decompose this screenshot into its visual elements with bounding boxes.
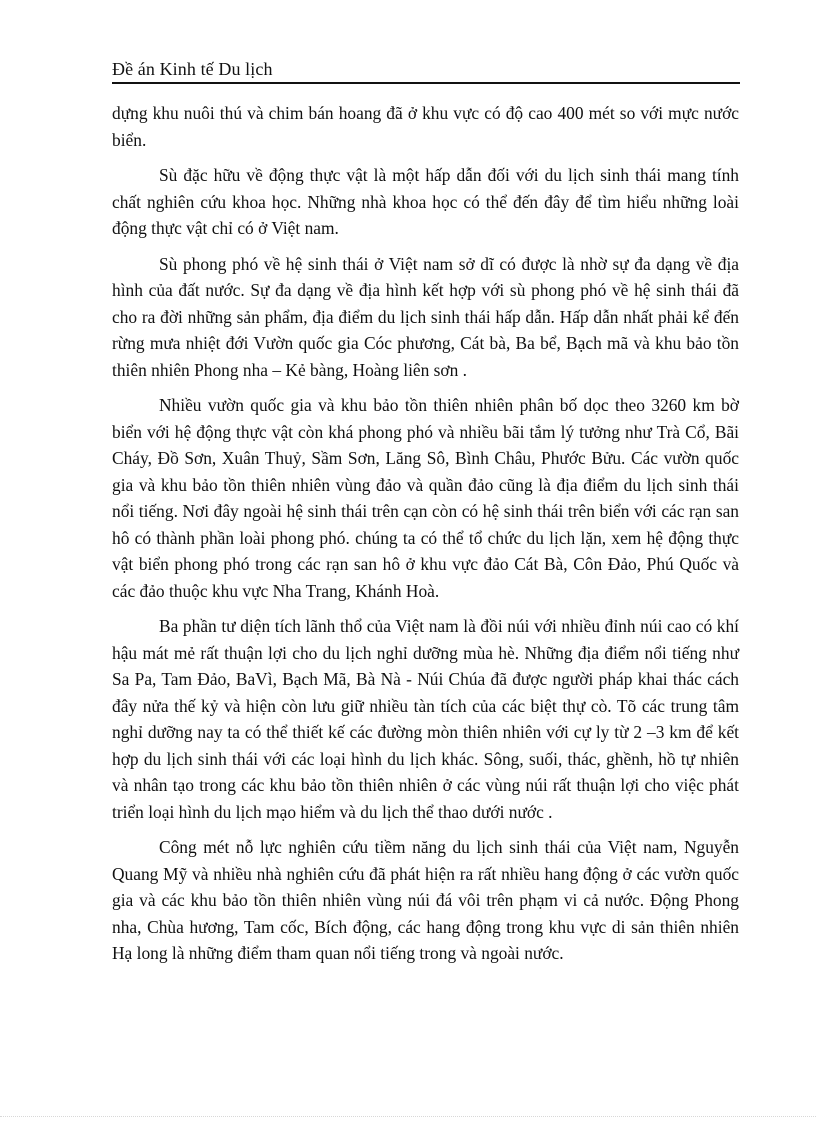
paragraph-continuation: dựng khu nuôi thú và chim bán hoang đã ở khu vực có độ cao 400 mét so với mực nước biển. <box>112 103 739 150</box>
header-title: Đề án Kinh tế Du lịch <box>112 59 273 79</box>
paragraph-caves: Công mét nỗ lực nghiên cứu tiềm năng du lịch sinh thái của Việt nam, Nguyễn Quang Mỹ và nhiều nhà nghiên cứu đã phát hiện ra rất nhiều hang động ở các vườn quốc gia và các khu bảo tồn thiên nhiên vùng núi đá vôi trên phạm vi cả nước. Động Phong nha, Chùa hương, Tam cốc, Bích động, các hang động trong khu vực di sản thiên nhiên Hạ long là những điểm tham quan nổi tiếng trong và ngoài nước. <box>112 837 739 963</box>
paragraph-endemism: Sù đặc hữu về động thực vật là một hấp dẫn đối với du lịch sinh thái mang tính chất nghiên cứu khoa học. Những nhà khoa học có thể đến đây để tìm hiểu những loài động thực vật chỉ có ở Việt nam. <box>112 165 739 238</box>
document-body <box>112 100 739 976</box>
paragraph-coastal-parks: Nhiều vườn quốc gia và khu bảo tồn thiên nhiên phân bố dọc theo 3260 km bờ biển với hệ động thực vật còn khá phong phó và nhiều bãi tắm lý tưởng như Trà Cổ, Bãi Cháy, Đồ Sơn, Xuân Thuỷ, Sầm Sơn, Lăng Sô, Bình Châu, Phước Bửu. Các vườn quốc gia và khu bảo tồn thiên nhiên vùng đảo và quần đảo cũng là địa điểm du lịch sinh thái nổi tiếng. Nơi đây ngoài hệ sinh thái trên cạn còn có hệ sinh thái trên biển với các rạn san hô có thành phần loài phong phó. chúng ta có thể tổ chức du lịch lặn, xem hệ động thực vật biển phong phó trong các rạn san hô ở khu vực đảo Cát Bà, Côn Đảo, Phú Quốc và các đảo thuộc khu vực Nha Trang, Khánh Hoà. <box>112 395 739 601</box>
paragraph-ecosystem-diversity: Sù phong phó về hệ sinh thái ở Việt nam sở dĩ có được là nhờ sự đa dạng về địa hình của đất nước. Sự đa dạng về địa hình kết hợp với sù phong phó về hệ sinh thái đã cho ra đời những sản phẩm, địa điểm du lịch sinh thái hấp dẫn. Hấp dẫn nhất phải kể đến rừng mưa nhiệt đới Vườn quốc gia Cóc phương, Cát bà, Ba bể, Bạch mã và khu bảo tồn thiên nhiên Phong nha – Kẻ bàng, Hoàng liên sơn . <box>112 253 739 380</box>
page-header <box>112 56 740 84</box>
paragraph-mountain-resorts: Ba phần tư diện tích lãnh thổ của Việt nam là đồi núi với nhiều đỉnh núi cao có khí hậu mát mẻ rất thuận lợi cho du lịch nghỉ dưỡng mùa hè. Những địa điểm nổi tiếng như Sa Pa, Tam Đảo, BaVì, Bạch Mã, Bà Nà - Núi Chúa đã được người pháp khai thác cách đây nửa thế kỷ và hiện còn lưu giữ nhiều tàn tích của các biệt thự cò. Tõ các trung tâm nghỉ dưỡng nay ta có thể thiết kế các đường mòn thiên nhiên với cự ly từ 2 –3 km để kết hợp du lịch sinh thái với các loại hình du lịch khác. Sông, suối, thác, ghềnh, hồ tự nhiên và nhân tạo trong các khu bảo tồn thiên nhiên ở các vùng núi rất thuận lợi cho việc phát triển loại hình du lịch mạo hiểm và du lịch thể thao dưới nước . <box>112 616 739 822</box>
footer-divider <box>0 1116 816 1117</box>
